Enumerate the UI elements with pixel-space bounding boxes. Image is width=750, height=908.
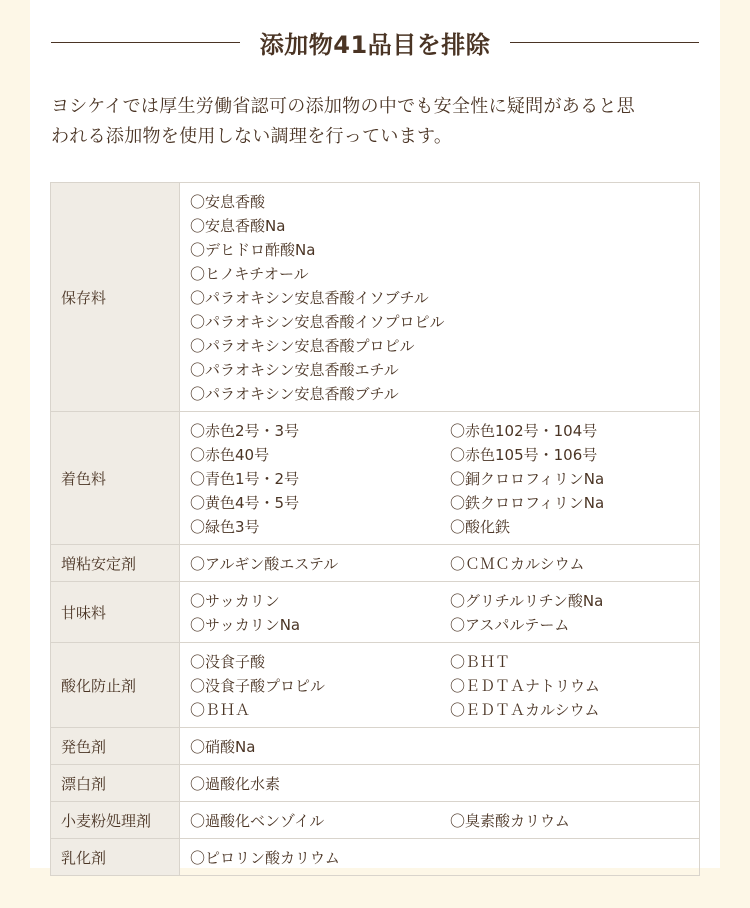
additive-item: 〇ピロリン酸カリウム: [190, 849, 340, 867]
additive-item: 〇赤色40号: [190, 446, 270, 464]
items-cell: [180, 839, 700, 876]
table-row: [51, 802, 700, 839]
category-cell: 甘味料: [51, 582, 180, 643]
items-cell: [180, 643, 700, 728]
items-col1: [190, 735, 450, 759]
items-cell: [180, 802, 700, 839]
items-cell: [180, 545, 700, 582]
additive-item: 〇過酸化ベンゾイル: [190, 812, 325, 830]
additive-item: 〇硝酸Na: [190, 738, 256, 756]
intro-line: ヨシケイでは厚生労働省認可の添加物の中でも安全性に疑問があると思: [51, 96, 635, 117]
additive-item: 〇青色1号・2号: [190, 470, 300, 488]
items-cell: [180, 728, 700, 765]
category-cell: 着色料: [51, 412, 180, 545]
items-col1: [190, 552, 450, 576]
items-cell: [180, 582, 700, 643]
additive-item: 〇赤色105号・106号: [450, 446, 598, 464]
items-col2: [450, 846, 689, 870]
additive-item: 〇パラオキシン安息香酸エチル: [190, 361, 399, 379]
table-row: [51, 839, 700, 876]
additive-item: 〇パラオキシン安息香酸ブチル: [190, 385, 399, 403]
items-cell: [180, 765, 700, 802]
table-row: [51, 545, 700, 582]
category-cell: 増粘安定剤: [51, 545, 180, 582]
category-cell: 発色剤: [51, 728, 180, 765]
additive-item: 〇ＢＨＡ: [190, 701, 251, 719]
additive-item: 〇ＣＭＣカルシウム: [450, 555, 585, 573]
category-cell: 酸化防止剤: [51, 643, 180, 728]
additive-item: 〇過酸化水素: [190, 775, 281, 793]
additive-item: 〇ＢＨＴ: [450, 653, 511, 671]
additive-item: 〇赤色2号・3号: [190, 422, 300, 440]
additive-item: 〇赤色102号・104号: [450, 422, 598, 440]
additive-item: 〇ＥＤＴＡカルシウム: [450, 701, 600, 719]
items-col2: [450, 650, 689, 722]
additive-item: 〇アルギン酸エステル: [190, 555, 339, 573]
items-cell: [180, 412, 700, 545]
additive-item: 〇パラオキシン安息香酸プロピル: [190, 337, 415, 355]
items-cell: [180, 183, 700, 412]
table-row: [51, 183, 700, 412]
additive-item: 〇アスパルテーム: [450, 616, 570, 634]
additive-item: 〇安息香酸: [190, 193, 266, 211]
additive-item: 〇鉄クロロフィリンNa: [450, 494, 605, 512]
additive-item: 〇安息香酸Na: [190, 217, 286, 235]
additive-item: 〇パラオキシン安息香酸イソブチル: [190, 289, 429, 307]
additive-item: 〇パラオキシン安息香酸イソプロピル: [190, 313, 445, 331]
items-col2: [450, 735, 689, 759]
additives-table: [50, 182, 700, 876]
items-col2: [450, 772, 689, 796]
page-title: 添加物41品目を排除: [259, 30, 491, 59]
items-col1: [190, 650, 450, 722]
intro-text: [51, 92, 701, 152]
items-col1: [190, 419, 450, 539]
intro-line: われる添加物を使用しない調理を行っています。: [51, 126, 453, 147]
table-row: [51, 643, 700, 728]
category-cell: 乳化剤: [51, 839, 180, 876]
additive-item: 〇サッカリンNa: [190, 616, 301, 634]
additive-item: 〇サッカリン: [190, 592, 280, 610]
category-cell: 小麦粉処理剤: [51, 802, 180, 839]
table-row: [51, 765, 700, 802]
table-row: [51, 582, 700, 643]
additive-item: 〇酸化鉄: [450, 518, 511, 536]
items-col2: [450, 552, 689, 576]
additive-item: 〇銅クロロフィリンNa: [450, 470, 605, 488]
category-cell: 保存料: [51, 183, 180, 412]
title-divider-left: [51, 42, 240, 43]
items-col2: [450, 809, 689, 833]
additive-item: 〇緑色3号: [190, 518, 260, 536]
items-col1: [190, 589, 450, 637]
additive-item: 〇ＥＤＴＡナトリウム: [450, 677, 600, 695]
additive-item: 〇没食子酸プロピル: [190, 677, 326, 695]
items-col2: [450, 190, 689, 406]
additive-item: 〇黄色4号・5号: [190, 494, 300, 512]
category-cell: 漂白剤: [51, 765, 180, 802]
table-row: [51, 412, 700, 545]
additive-item: 〇没食子酸: [190, 653, 266, 671]
additive-item: 〇臭素酸カリウム: [450, 812, 570, 830]
additive-item: 〇グリチルリチン酸Na: [450, 592, 604, 610]
title-divider-right: [510, 42, 699, 43]
content-card: [30, 0, 720, 868]
items-col1: [190, 190, 450, 406]
items-col1: [190, 846, 450, 870]
section-header: [51, 22, 699, 62]
additive-item: 〇ヒノキチオール: [190, 265, 309, 283]
items-col1: [190, 772, 450, 796]
items-col1: [190, 809, 450, 833]
table-row: [51, 728, 700, 765]
additive-item: 〇デヒドロ酢酸Na: [190, 241, 316, 259]
items-col2: [450, 419, 689, 539]
items-col2: [450, 589, 689, 637]
